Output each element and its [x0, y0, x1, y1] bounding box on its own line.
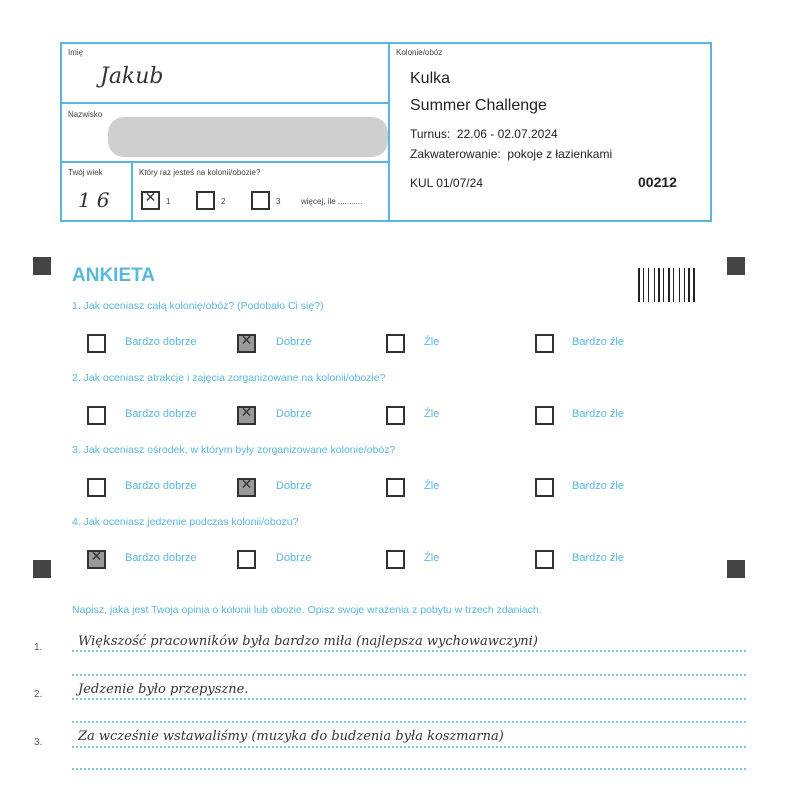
q4-option-3-checkbox[interactable]	[386, 550, 405, 569]
answer-line-3b	[72, 768, 746, 770]
opinion-answer-2[interactable]: Jedzenie było przepyszne.	[78, 682, 249, 697]
q2-option-2-checkbox[interactable]	[237, 406, 256, 425]
barcode-bar	[679, 268, 680, 302]
opinion-answer-3[interactable]: Za wcześnie wstawaliśmy (muzyka do budzenia była koszmarna)	[78, 729, 504, 744]
barcode	[638, 268, 692, 302]
age-label: Twój wiek	[68, 168, 103, 177]
times-option-1: 1	[166, 197, 171, 206]
times-option-3: 3	[276, 197, 281, 206]
q4-option-2-label: Dobrze	[276, 552, 312, 564]
turn-row	[410, 127, 558, 141]
barcode-bar	[663, 268, 664, 302]
camp-name: Kulka	[410, 70, 451, 87]
q3-option-3-label: Źle	[424, 480, 440, 492]
barcode-bar	[654, 268, 655, 302]
opinion-number-1: 1.	[34, 642, 43, 653]
answer-line-3	[72, 746, 746, 748]
q1-option-3-label: Źle	[424, 336, 440, 348]
q2-option-3-checkbox[interactable]	[386, 406, 405, 425]
times-checkbox-3[interactable]	[251, 191, 270, 210]
q3-option-1-checkbox[interactable]	[87, 478, 106, 497]
surname-redaction	[108, 117, 388, 157]
q2-option-3-label: Źle	[424, 408, 440, 420]
q3-option-2-checkbox[interactable]	[237, 478, 256, 497]
answer-line-2	[72, 698, 746, 700]
question-2: 2. Jak oceniasz atrakcje i zajęcia zorganizowane na kolonii/obozie?	[72, 372, 386, 384]
age-divider	[131, 161, 133, 222]
barcode-bar	[648, 268, 649, 302]
q4-option-4-checkbox[interactable]	[535, 550, 554, 569]
turn-label: Turnus:	[410, 127, 451, 141]
answer-line-1	[72, 650, 746, 652]
q3-option-1-label: Bardzo dobrze	[125, 480, 197, 492]
form-number: 00212	[638, 174, 677, 190]
registration-marker-top-right	[727, 257, 745, 275]
camp-program: Summer Challenge	[410, 97, 547, 114]
barcode-bar	[643, 268, 644, 302]
q4-option-3-label: Źle	[424, 552, 440, 564]
q3-option-2-label: Dobrze	[276, 480, 312, 492]
answer-line-1b	[72, 674, 746, 676]
q2-option-1-checkbox[interactable]	[87, 406, 106, 425]
q4-option-1-label: Bardzo dobrze	[125, 552, 197, 564]
lodging-label: Zakwaterowanie:	[410, 147, 501, 161]
question-1: 1. Jak oceniasz całą kolonię/obóz? (Podobało Ci się?)	[72, 300, 324, 312]
q2-option-4-checkbox[interactable]	[535, 406, 554, 425]
barcode-bar	[688, 268, 690, 302]
question-3: 3. Jak oceniasz ośrodek, w którym były zorganizowane kolonie/obóz?	[72, 444, 396, 456]
lodging-value: pokoje z łazienkami	[507, 147, 613, 161]
q1-option-2-label: Dobrze	[276, 336, 312, 348]
times-checkbox-2[interactable]	[196, 191, 215, 210]
q2-option-4-label: Bardzo źle	[572, 408, 624, 420]
q1-option-1-label: Bardzo dobrze	[125, 336, 197, 348]
opinion-number-2: 2.	[34, 689, 43, 700]
registration-marker-top-left	[33, 257, 51, 275]
times-label: Który raz jesteś na kolonii/obozie?	[139, 168, 261, 177]
opinion-number-3: 3.	[34, 737, 43, 748]
barcode-bar	[638, 268, 640, 302]
barcode-bar	[684, 268, 685, 302]
q4-option-2-checkbox[interactable]	[237, 550, 256, 569]
camp-code: KUL 01/07/24	[410, 176, 483, 190]
turn-value: 22.06 - 02.07.2024	[456, 127, 558, 141]
q1-option-2-checkbox[interactable]	[237, 334, 256, 353]
barcode-bar	[668, 268, 670, 302]
q1-option-4-checkbox[interactable]	[535, 334, 554, 353]
lodging-row	[410, 147, 612, 161]
q3-option-3-checkbox[interactable]	[386, 478, 405, 497]
name-value[interactable]: Jakub	[100, 64, 164, 89]
age-value[interactable]: 16	[78, 188, 116, 212]
times-checkbox-1[interactable]	[141, 191, 160, 210]
q2-option-2-label: Dobrze	[276, 408, 312, 420]
q3-option-4-label: Bardzo źle	[572, 480, 624, 492]
question-4: 4. Jak oceniasz jedzenie podczas kolonii/obozu?	[72, 516, 299, 528]
registration-marker-bottom-left	[33, 560, 51, 578]
q4-option-1-checkbox[interactable]	[87, 550, 106, 569]
q2-option-1-label: Bardzo dobrze	[125, 408, 197, 420]
header-divider	[388, 42, 390, 222]
opinion-answer-1[interactable]: Większość pracowników była bardzo miła (najlepsza wychowawczyni)	[78, 634, 538, 649]
barcode-bar	[658, 268, 660, 302]
barcode-bar	[673, 268, 674, 302]
name-label: Imię	[68, 48, 84, 57]
survey-title: ANKIETA	[72, 265, 156, 286]
times-option-2: 2	[221, 197, 226, 206]
registration-marker-bottom-right	[727, 560, 745, 578]
barcode-bar	[693, 268, 695, 302]
times-more-label: więcej, ile ...........	[301, 197, 363, 206]
q4-option-4-label: Bardzo źle	[572, 552, 624, 564]
q1-option-4-label: Bardzo źle	[572, 336, 624, 348]
answer-line-2b	[72, 721, 746, 723]
q1-option-1-checkbox[interactable]	[87, 334, 106, 353]
q1-option-3-checkbox[interactable]	[386, 334, 405, 353]
q3-option-4-checkbox[interactable]	[535, 478, 554, 497]
name-divider	[60, 102, 388, 104]
surname-label: Nazwisko	[68, 110, 103, 119]
surname-divider	[60, 161, 388, 163]
opinion-prompt: Napisz, jaka jest Twoja opinia o kolonii lub obozie. Opisz swoje wrażenia z pobytu w trzech zdaniach.	[72, 604, 542, 616]
camp-label: Kolonie/obóz	[396, 48, 443, 57]
